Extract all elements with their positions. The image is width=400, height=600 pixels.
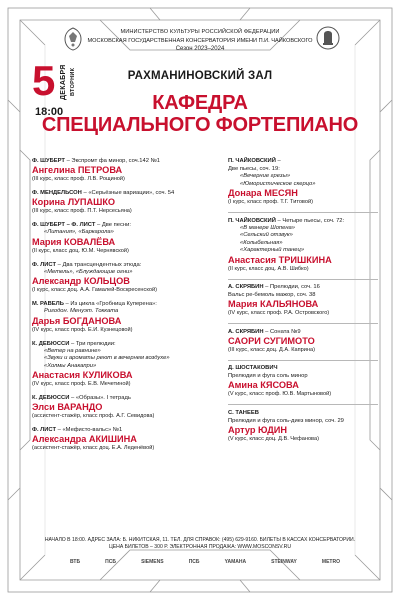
work-title: – Две песни: [95, 222, 131, 228]
date-weekday: ВТОРНИК [70, 67, 76, 96]
performer-name: Артур ЮДИН [228, 424, 288, 435]
sponsor-logo: STEINWAY [271, 559, 297, 565]
composer-name: А. СКРЯБИН [228, 284, 264, 291]
performer-name: Александр КОЛЬЦОВ [32, 276, 130, 286]
hall-name: РАХМАНИНОВСКИЙ ЗАЛ [127, 70, 273, 82]
performer-name: Александра АКИШИНА [32, 434, 137, 444]
footer [0, 537, 400, 551]
program-item [32, 426, 222, 452]
composer-name: Ф. ШУБЕРТ [32, 158, 65, 164]
program-item [32, 157, 222, 183]
composer-line [32, 394, 222, 402]
program-item [228, 157, 378, 206]
work-line: Прелюдия и фуга соль минор [228, 373, 308, 380]
composer-name: Ф. ШУБЕРТ – Ф. ЛИСТ [32, 222, 96, 228]
performer-class: (IV курс, класс проф. Е.И. Кузнецовой) [32, 326, 133, 333]
conservatory-name: МОСКОВСКАЯ ГОСУДАРСТВЕННАЯ КОНСЕРВАТОРИЯ ИМЕНИ П.И. ЧАЙКОВСКОГО [87, 38, 313, 44]
composer-name: А. СКРЯБИН [228, 328, 264, 335]
work-subtitle: Ригодон. Менуэт. Токката [44, 308, 119, 314]
work-subtitle: «Характерный танец» [240, 247, 305, 254]
composer-name: К. ДЕБЮССИ [32, 395, 70, 401]
sponsor-logo: ПСБ [105, 559, 116, 565]
composer-line [32, 300, 222, 308]
season-label: Сезон 2023–2024 [175, 46, 225, 52]
performer-class: (III курс, класс проф. Л.В. Рощиной) [32, 176, 125, 182]
work-line: Две пьесы, соч. 19: [228, 166, 280, 172]
composer-line [32, 261, 222, 269]
performer-name: Мария КАЛЬЯНОВА [228, 299, 319, 310]
performer-class: (I курс, класс доц. А.А. Гамалей-Воскресенской) [32, 287, 157, 293]
composer-line [32, 340, 222, 348]
program-right-column [228, 157, 378, 449]
performer-class: (II курс, класс доц. Ю.М. Чернявской) [32, 247, 129, 254]
sponsor-logo: ВТБ [70, 559, 81, 565]
performer-name: Мария КОВАЛЁВА [32, 236, 116, 247]
work-subtitle: «Юмористическое скерцо» [240, 180, 316, 187]
composer-name: П. ЧАЙКОВСКИЙ [228, 217, 276, 224]
composer-name: С. ТАНЕЕВ [228, 409, 259, 416]
work-line: Прелюдия и фуга соль-диез минор, соч. 29 [228, 417, 344, 424]
header [0, 20, 400, 52]
program-item [32, 189, 222, 215]
title-line-2: СПЕЦИАЛЬНОГО ФОРТЕПИАНО [41, 114, 359, 136]
program-left-column [32, 157, 222, 458]
program-item [228, 323, 378, 354]
composer-line [228, 217, 378, 225]
program-item [32, 394, 222, 420]
performer-name: САОРИ СУГИМОТО [228, 335, 315, 346]
work-subtitle: «В манере Шопена» [240, 224, 295, 231]
program-item [32, 261, 222, 295]
work-title: – Два трансцендентных этюда: [56, 261, 142, 268]
program-item [32, 221, 222, 255]
work-subtitle: «Колыбельная» [240, 239, 283, 246]
program-item [228, 404, 378, 443]
work-subtitle: «Звуки и ароматы реют в вечернем воздухе» [44, 355, 170, 361]
work-subtitle: «Ветер на равнине» [44, 347, 101, 354]
work-subtitle: «Метель», «Блуждающие огни» [44, 268, 133, 275]
composer-line [228, 157, 378, 165]
performer-name: Амина КЯСОВА [228, 380, 299, 391]
performer-class: (IV курс, класс проф. Р.А. Островского) [228, 310, 330, 317]
footer-line-1: НАЧАЛО В 18:00. АДРЕС ЗАЛА: Б. НИКИТСКАЯ, 11. ТЕЛ. ДЛЯ СПРАВОК: (495) 629-9160. БИЛЕТЫ В КАССАХ КОНСЕРВАТОРИИ. [44, 537, 356, 543]
item-divider [228, 279, 378, 280]
composer-name: М. РАВЕЛЬ [32, 301, 64, 307]
performer-class: (V курс, класс доц. Д.В. Чефанова) [228, 435, 319, 442]
composer-line [32, 221, 222, 229]
title-line-1: КАФЕДРА [152, 92, 248, 114]
composer-name: Д. ШОСТАКОВИЧ [228, 365, 278, 372]
date-month: ДЕКАБРЯ [60, 64, 67, 100]
composer-line [32, 189, 222, 197]
performer-name: Корина ЛУПАШКО [32, 197, 116, 207]
work-line: Вальс ре-бемоль мажор, соч. 38 [228, 292, 316, 299]
item-divider [228, 404, 378, 405]
work-title: – Соната №9 [263, 328, 301, 335]
concert-title [0, 92, 400, 136]
date-day: 5 [32, 57, 56, 104]
program-item [228, 360, 378, 399]
work-title: – «Мефисто-вальс» №1 [56, 427, 123, 433]
performer-name: Анастасия ТРИШКИНА [228, 254, 332, 265]
work-title: – [275, 158, 281, 164]
composer-name: Ф. МЕНДЕЛЬСОН [32, 190, 82, 196]
work-subtitle: «Вечерние грезы» [240, 173, 291, 179]
composer-line [228, 328, 378, 336]
item-divider [228, 212, 378, 213]
work-subtitle: «Сельский отзвук» [240, 232, 293, 239]
performer-class: (III курс, класс доц. Д.А. Каприна) [228, 346, 315, 353]
work-title: – «Серьёзные вариации», соч. 54 [81, 190, 175, 196]
composer-line [32, 157, 222, 165]
item-divider [228, 360, 378, 361]
sponsor-logo: SIEMENS [141, 559, 164, 565]
sponsor-logo: ПСБ [188, 559, 200, 565]
work-subtitle: «Литания», «Баркарола» [44, 229, 114, 235]
performer-class: (V курс, класс проф. Ю.В. Мартыновой) [228, 391, 332, 398]
item-divider [228, 323, 378, 324]
performer-class: (I курс, класс проф. Т.Г. Титовой) [228, 199, 313, 205]
performer-class: (ассистент-стажёр, класс проф. А.Г. Севидова) [32, 413, 155, 419]
composer-line [228, 283, 378, 291]
work-title: – Прелюдии, соч. 16 [263, 284, 320, 291]
composer-name: П. ЧАЙКОВСКИЙ [228, 158, 276, 164]
performer-class: (ассистент-стажёр, класс доц. Е.А. Леденёвой) [32, 445, 155, 451]
composer-name: Ф. ЛИСТ [32, 427, 56, 433]
sponsor-logos [70, 559, 340, 565]
program-item [228, 279, 378, 318]
work-title: – Три прелюдии: [69, 340, 116, 347]
sponsor-logo: YAMAHA [224, 559, 247, 565]
composer-name: К. ДЕБЮССИ [32, 340, 70, 347]
composer-name: Ф. ЛИСТ [32, 261, 56, 268]
performer-name: Ангелина ПЕТРОВА [32, 165, 123, 175]
work-title: – Экспромт фа минор, соч.142 №1 [64, 158, 161, 164]
program-item [32, 300, 222, 334]
work-title: – «Образы». I тетрадь [69, 395, 131, 401]
performer-class: (IV курс, класс проф. Е.В. Мечетиной) [32, 381, 131, 387]
performer-name: Донара МЕСЯН [228, 188, 298, 198]
performer-name: Дарья БОГДАНОВА [32, 315, 122, 326]
performer-name: Элси ВАРАНДО [32, 402, 103, 412]
footer-line-2: ЦЕНА БИЛЕТОВ – 300 Р. ЭЛЕКТРОННАЯ ПРОДАЖА: WWW.MOSCONSV.RU [108, 544, 292, 550]
sponsor-logo: METRO [321, 559, 340, 565]
ministry-name: МИНИСТЕРСТВО КУЛЬТУРЫ РОССИЙСКОЙ ФЕДЕРАЦИИ [120, 29, 280, 35]
work-title: – Четыре пьесы, соч. 72: [275, 217, 345, 224]
composer-line [228, 409, 378, 417]
performer-class: (II курс, класс доц. А.В. Шибко) [228, 265, 309, 272]
program-item [32, 340, 222, 389]
work-title: – Из цикла «Гробница Куперена»: [63, 301, 157, 307]
date-time: 18:00 [35, 106, 64, 118]
composer-line [228, 364, 378, 372]
program-item [228, 212, 378, 273]
performer-class: (III курс, класс проф. П.Т. Нерсесьяна) [32, 208, 132, 214]
performer-name: Анастасия КУЛИКОВА [32, 370, 133, 380]
work-subtitle: «Холмы Анакапри» [44, 362, 97, 369]
composer-line [32, 426, 222, 434]
